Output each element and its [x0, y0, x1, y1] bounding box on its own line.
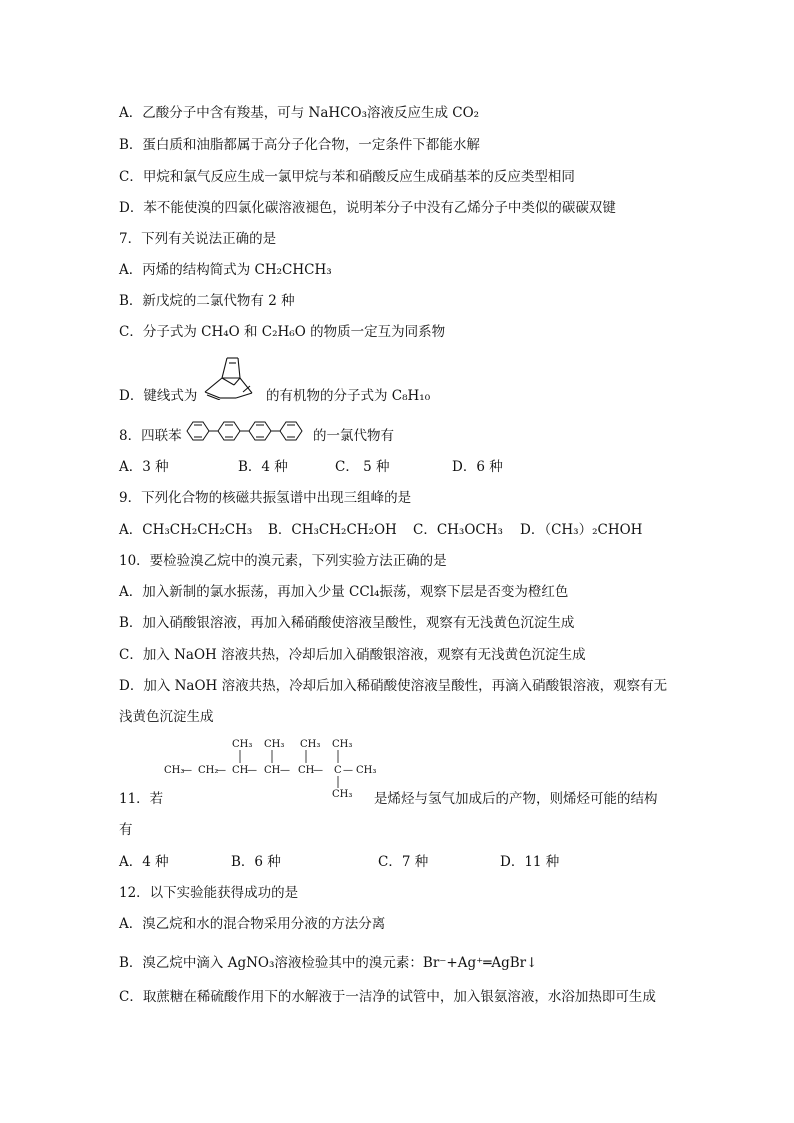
q10-option-d-line2: 浅黄色沉淀生成 [119, 709, 214, 725]
q6-option-a: A．乙酸分子中含有羧基，可与 NaHCO₃溶液反应生成 CO₂ [119, 105, 480, 121]
q9-stem: 9．下列化合物的核磁共振氢谱中出现三组峰的是 [119, 490, 412, 506]
formula-dash-5: — [313, 765, 323, 776]
q7-option-d-suffix: 的有机物的分子式为 C₈H₁₀ [266, 388, 431, 404]
q7-option-b: B．新戊烷的二氯代物有 2 种 [119, 293, 295, 309]
formula-ch3-top-1: CH₃ [232, 739, 253, 750]
q7-option-d-prefix: D．键线式为 [119, 388, 198, 404]
q6-option-b: B．蛋白质和油脂都属于高分子化合物，一定条件下都能水解 [119, 137, 480, 153]
q12-option-a: A．溴乙烷和水的混合物采用分液的方法分离 [119, 916, 386, 932]
formula-ch3-top-2: CH₃ [264, 739, 285, 750]
formula-dash-3: — [247, 765, 257, 776]
formula-dash-6: — [343, 765, 353, 776]
q11-option-a: A．4 种 [119, 854, 169, 870]
q8-option-a: A．3 种 [119, 459, 169, 475]
q8-option-b: B．4 种 [238, 459, 288, 475]
q12-option-b: B．溴乙烷中滴入 AgNO₃溶液检验其中的溴元素：Br⁻+Ag⁺═AgBr↓ [119, 955, 538, 971]
q9-option-b: B．CH₃CH₂CH₂OH [268, 522, 397, 538]
q11-stem-prefix: 11．若 [119, 791, 164, 807]
q12-option-c: C．取蔗糖在稀硫酸作用下的水解液于一洁净的试管中，加入银氨溶液，水浴加热即可生成 [119, 989, 656, 1005]
formula-ch-3: CH [298, 765, 315, 776]
formula-ch3-top-3: CH₃ [300, 739, 321, 750]
q9-option-a: A．CH₃CH₂CH₂CH₃ [119, 522, 253, 538]
alkane-structure-formula [160, 733, 380, 803]
q7-stem: 7．下列有关说法正确的是 [119, 231, 277, 247]
formula-c-quaternary: C [334, 765, 342, 776]
q7-option-a: A．丙烯的结构简式为 CH₂CHCH₃ [119, 262, 332, 278]
q11-option-d: D．11 种 [500, 854, 560, 870]
formula-ch3-left: CH₃ [164, 765, 185, 776]
q6-option-c: C．甲烷和氯气反应生成一氯甲烷与苯和硝酸反应生成硝基苯的反应类型相同 [119, 169, 575, 185]
q8-option-c: C． 5 种 [335, 459, 390, 475]
q11-option-c: C．7 种 [378, 854, 429, 870]
quaterphenyl-structure-image [184, 417, 312, 445]
formula-dash-2: — [216, 765, 226, 776]
q10-stem: 10．要检验溴乙烷中的溴元素，下列实验方法正确的是 [119, 553, 447, 569]
q10-option-b: B．加入硝酸银溶液，再加入稀硝酸使溶液呈酸性，观察有无浅黄色沉淀生成 [119, 615, 575, 631]
formula-dash-1: — [182, 765, 192, 776]
q9-option-d: D．（CH₃）₂CHOH [520, 522, 643, 538]
q6-option-d: D．苯不能使溴的四氯化碳溶液褪色，说明苯分子中没有乙烯分子中类似的碳碳双键 [119, 200, 616, 216]
q10-option-d-line1: D．加入 NaOH 溶液共热，冷却后加入稀硝酸使溶液呈酸性，再滴入硝酸银溶液，观察有无 [119, 678, 668, 694]
bicyclo-structure-image [200, 352, 258, 400]
q10-option-a: A．加入新制的氯水振荡，再加入少量 CCl₄振荡，观察下层是否变为橙红色 [119, 584, 569, 600]
formula-ch3-top-4: CH₃ [332, 739, 353, 750]
q8-stem-prefix: 8．四联苯 [119, 428, 182, 444]
formula-ch2: CH₂ [198, 765, 219, 776]
q10-option-c: C．加入 NaOH 溶液共热，冷却后加入硝酸银溶液，观察有无浅黄色沉淀生成 [119, 647, 586, 663]
q11-stem-continued: 有 [119, 822, 133, 838]
formula-ch3-right: CH₃ [356, 765, 377, 776]
q11-option-b: B．6 种 [231, 854, 281, 870]
q12-stem: 12．以下实验能获得成功的是 [119, 885, 299, 901]
q11-stem-suffix: 是烯烃与氢气加成后的产物，则烯烃可能的结构 [374, 791, 658, 807]
formula-ch3-bottom: CH₃ [332, 789, 353, 800]
q9-option-c: C．CH₃OCH₃ [413, 522, 503, 538]
formula-ch-2: CH [264, 765, 281, 776]
q7-option-c: C．分子式为 CH₄O 和 C₂H₆O 的物质一定互为同系物 [119, 324, 446, 340]
q8-option-d: D．6 种 [452, 459, 503, 475]
formula-dash-4: — [280, 765, 290, 776]
q8-stem-suffix: 的一氯代物有 [313, 428, 394, 444]
formula-ch-1: CH [232, 765, 249, 776]
